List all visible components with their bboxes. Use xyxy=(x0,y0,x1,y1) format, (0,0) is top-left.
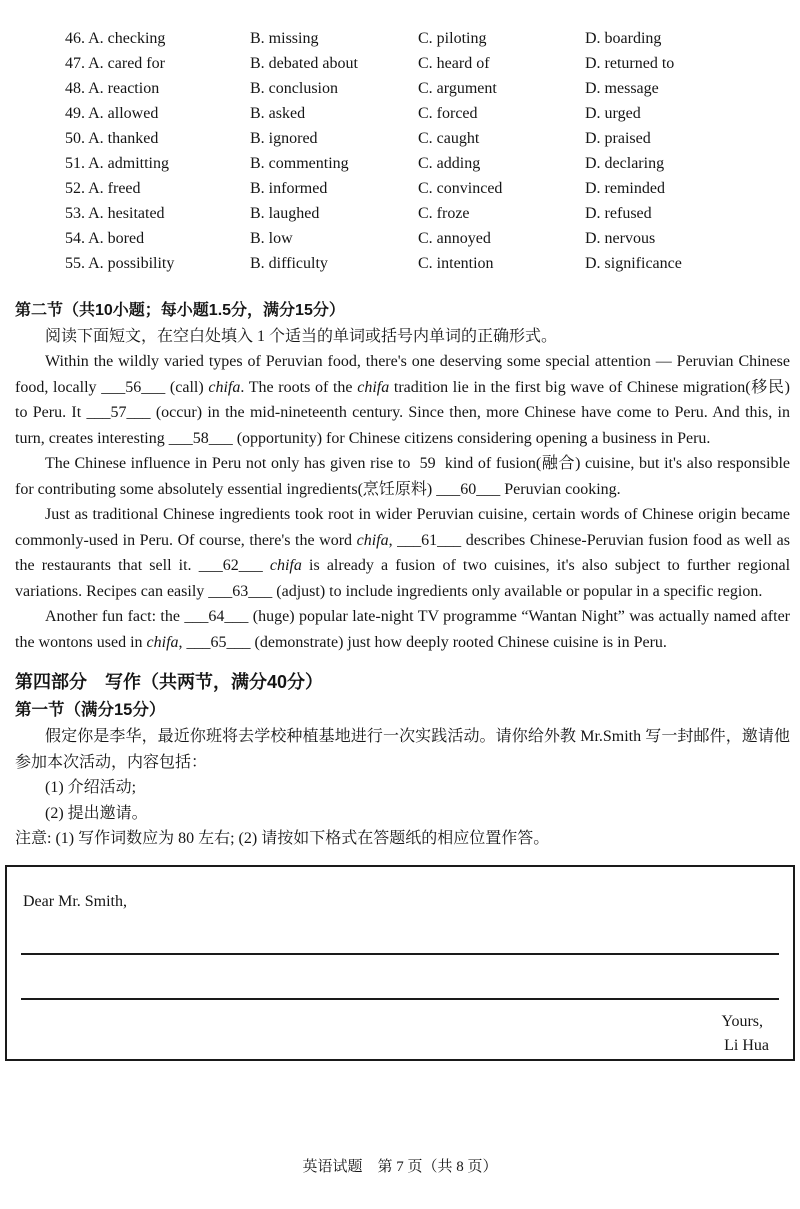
section2-instruction: 阅读下面短文，在空白处填入 1 个适当的单词或括号内单词的正确形式。 xyxy=(45,328,558,345)
option-50-a: 50. A. thanked xyxy=(65,130,159,147)
task-item-1: (1) 介绍活动; xyxy=(45,779,137,796)
letter-signature: Li Hua xyxy=(724,1036,769,1054)
option-47-d: D. returned to xyxy=(585,55,675,72)
option-54-a: 54. A. bored xyxy=(65,230,145,247)
option-54-c: C. annoyed xyxy=(418,230,491,247)
option-52-b: B. informed xyxy=(250,180,328,197)
option-49-b: B. asked xyxy=(250,105,306,122)
writing-note: 注意: (1) 写作词数应为 80 左右; (2) 请按如下格式在答题纸的相应位置作答。 xyxy=(15,830,550,847)
option-47-a: 47. A. cared for xyxy=(65,55,165,72)
option-row-46 xyxy=(65,26,790,51)
option-51-a: 51. A. admitting xyxy=(65,155,169,172)
option-55-b: B. difficulty xyxy=(250,255,328,272)
option-55-a: 55. A. possibility xyxy=(65,255,175,272)
option-52-d: D. reminded xyxy=(585,180,665,197)
cloze-paragraph-2: The Chinese influence in Peru not only has given rise to 59 kind of fusion(融合) cuisine, but it's also responsible for contributing some absolutely essential ingredients(烹饪原料) ___60___ Peruvian cooking. xyxy=(15,455,790,498)
option-46-c: C. piloting xyxy=(418,30,487,47)
option-54-b: B. low xyxy=(250,230,293,247)
option-47-b: B. debated about xyxy=(250,55,358,72)
option-53-d: D. refused xyxy=(585,205,652,222)
option-54-d: D. nervous xyxy=(585,230,656,247)
option-50-d: D. praised xyxy=(585,130,651,147)
option-row-54 xyxy=(65,226,790,251)
option-48-c: C. argument xyxy=(418,80,497,97)
page-footer: 英语试题 第 7 页（共 8 页） xyxy=(302,1159,498,1175)
option-row-48 xyxy=(65,76,790,101)
option-46-b: B. missing xyxy=(250,30,319,47)
option-49-c: C. forced xyxy=(418,105,478,122)
writing-line-2 xyxy=(21,998,779,1000)
option-48-d: D. message xyxy=(585,80,659,97)
option-row-51 xyxy=(65,151,790,176)
part4-section1-heading: 第一节（满分15分） xyxy=(15,701,166,719)
option-48-b: B. conclusion xyxy=(250,80,338,97)
cloze-paragraph-3: Just as traditional Chinese ingredients took root in wider Peruvian cuisine, certain words of Chinese origin became commonly-used in Peru. Of course, there's the word chifa, ___61___ describes Chinese-Peruvian fusion food as well as the restaurants that sell it. ___62___ chifa is already a fusion of two cuisines, it's also subject to further regional variations. Recipes can easily ___63___ (adjust) to include ingredients only available or popular in a specific region. xyxy=(15,506,791,600)
option-46-d: D. boarding xyxy=(585,30,662,47)
option-48-a: 48. A. reaction xyxy=(65,80,160,97)
option-row-53 xyxy=(65,201,790,226)
option-49-d: D. urged xyxy=(585,105,641,122)
option-55-d: D. significance xyxy=(585,255,682,272)
cloze-paragraph-1: Within the wildly varied types of Peruvian food, there's one deserving some special attention — Peruvian Chinese food, locally ___56___ (call) chifa. The roots of the chifa tradition lie in the first big wave of Chinese migration(移民) to Peru. It ___57___ (occur) in the mid-nineteenth century. Since then, more Chinese have come to Peru. And this, in turn, creates interesting ___58___ (opportunity) for Chinese citizens considering opening a business in Peru. xyxy=(15,353,790,447)
answer-box xyxy=(5,865,795,1061)
part4-heading: 第四部分 写作（共两节，满分40分） xyxy=(15,672,324,692)
option-50-b: B. ignored xyxy=(250,130,318,147)
option-49-a: 49. A. allowed xyxy=(65,105,159,122)
options-list xyxy=(65,26,790,276)
option-51-c: C. adding xyxy=(418,155,481,172)
option-50-c: C. caught xyxy=(418,130,480,147)
writing-task-description: 假定你是李华，最近你班将去学校种植基地进行一次实践活动。请你给外教 Mr.Smith 写一封邮件，邀请他参加本次活动，内容包括： xyxy=(15,728,790,771)
option-47-c: C. heard of xyxy=(418,55,490,72)
option-53-a: 53. A. hesitated xyxy=(65,205,165,222)
option-row-50 xyxy=(65,126,790,151)
option-52-a: 52. A. freed xyxy=(65,180,141,197)
letter-salutation: Dear Mr. Smith, xyxy=(23,892,127,910)
option-row-47 xyxy=(65,51,790,76)
letter-closing: Yours, xyxy=(721,1012,763,1030)
task-item-2: (2) 提出邀请。 xyxy=(45,804,148,822)
option-row-55 xyxy=(65,251,790,276)
option-51-b: B. commenting xyxy=(250,155,349,172)
option-46-a: 46. A. checking xyxy=(65,30,166,47)
section2-heading: 第二节（共10小题；每小题1.5分，满分15分） xyxy=(15,302,345,319)
option-55-c: C. intention xyxy=(418,255,494,272)
option-row-49 xyxy=(65,101,790,126)
option-52-c: C. convinced xyxy=(418,180,503,197)
writing-line-1 xyxy=(21,953,779,955)
option-row-52 xyxy=(65,176,790,201)
cloze-paragraph-4: Another fun fact: the ___64___ (huge) popular late-night TV programme “Wantan Night” was actually named after the wontons used in chifa, ___65___ (demonstrate) just how deeply rooted Chinese cuisine is in Peru. xyxy=(15,608,790,651)
option-51-d: D. declaring xyxy=(585,155,665,172)
option-53-b: B. laughed xyxy=(250,205,320,222)
option-53-c: C. froze xyxy=(418,205,470,222)
